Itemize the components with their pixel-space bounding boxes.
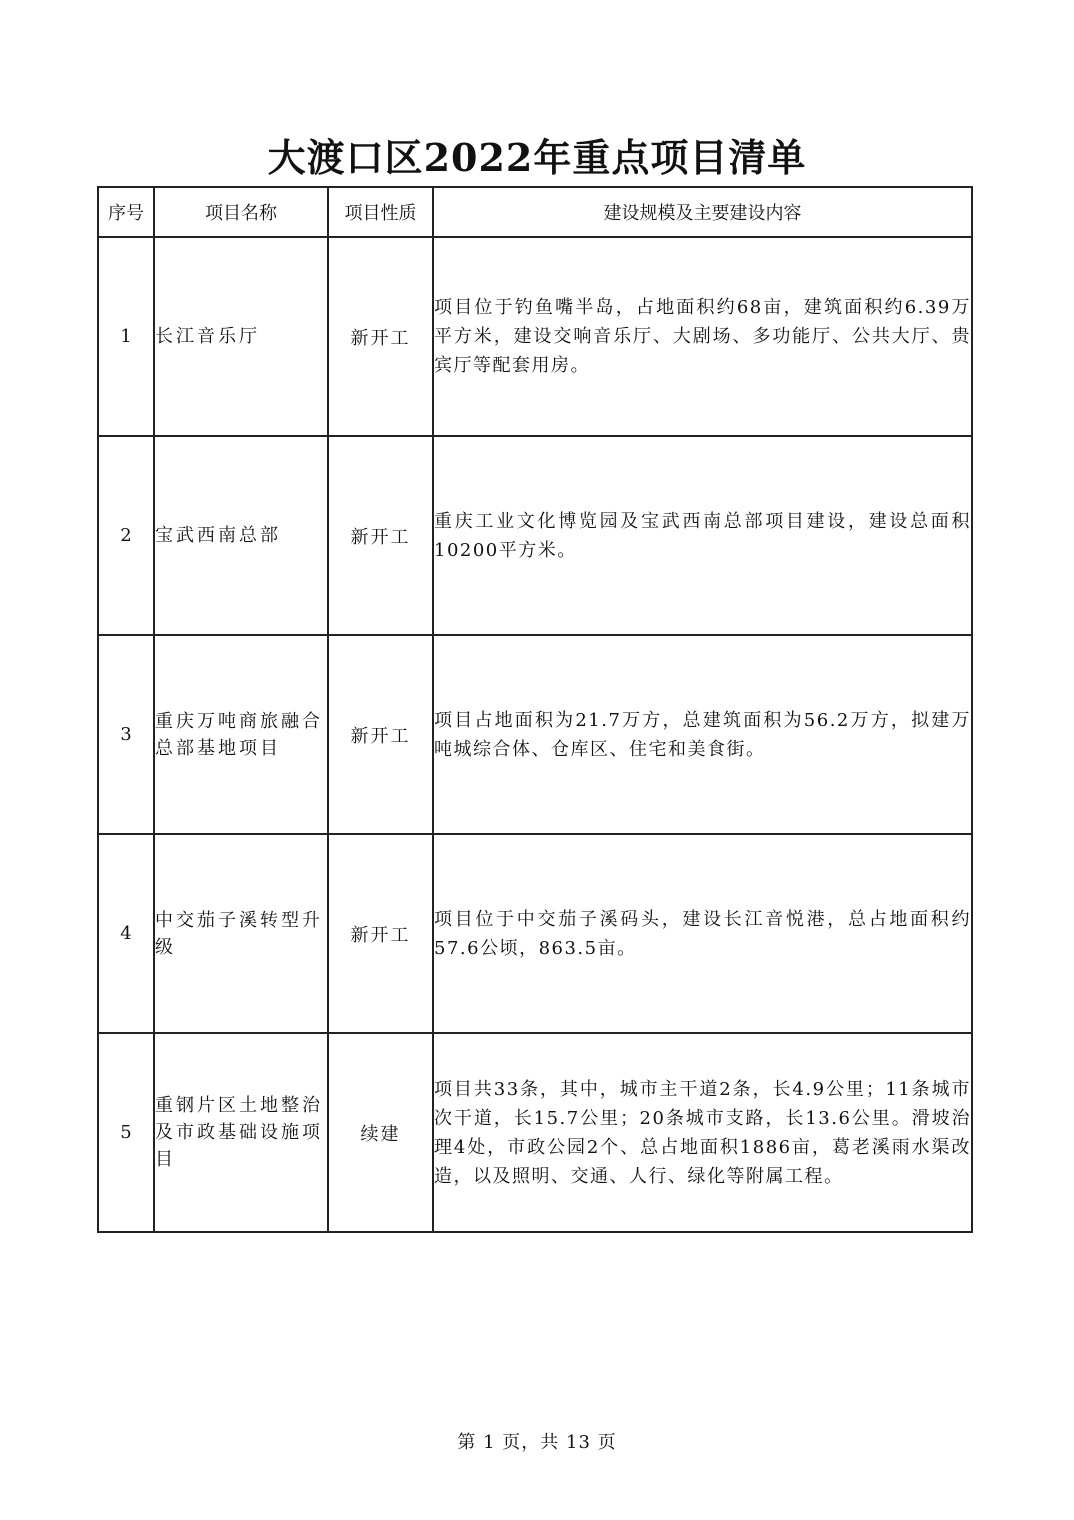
project-name: 长江音乐厅: [154, 237, 328, 436]
project-table: [97, 186, 973, 1233]
project-nature: 新开工: [328, 635, 433, 834]
project-content: 项目共33条，其中，城市主干道2条，长4.9公里；11条城市次干道，长15.7公里；20条城市支路，长13.6公里。滑坡治理4处，市政公园2个、总占地面积1886亩，葛老溪雨水渠改造，以及照明、交通、人行、绿化等附属工程。: [433, 1033, 972, 1232]
project-name: 重钢片区土地整治及市政基础设施项目: [154, 1033, 328, 1232]
table-row: [98, 635, 972, 834]
table-row: [98, 436, 972, 635]
project-name: 重庆万吨商旅融合总部基地项目: [154, 635, 328, 834]
table-row: [98, 237, 972, 436]
column-header-nature: 项目性质: [328, 187, 433, 237]
table-row: [98, 1033, 972, 1232]
column-header-index: 序号: [98, 187, 154, 237]
row-index: 2: [98, 436, 154, 635]
table-header-row: [98, 187, 972, 237]
column-header-content: 建设规模及主要建设内容: [433, 187, 972, 237]
project-nature: 新开工: [328, 834, 433, 1033]
project-nature: 续建: [328, 1033, 433, 1232]
column-header-name: 项目名称: [154, 187, 328, 237]
project-nature: 新开工: [328, 436, 433, 635]
row-index: 4: [98, 834, 154, 1033]
page-title: 大渡口区2022年重点项目清单: [267, 135, 807, 180]
project-content: 项目位于钓鱼嘴半岛，占地面积约68亩，建筑面积约6.39万平方米，建设交响音乐厅、大剧场、多功能厅、公共大厅、贵宾厅等配套用房。: [433, 237, 972, 436]
project-content: 项目位于中交茄子溪码头，建设长江音悦港，总占地面积约57.6公顷，863.5亩。: [433, 834, 972, 1033]
project-name: 中交茄子溪转型升级: [154, 834, 328, 1033]
row-index: 5: [98, 1033, 154, 1232]
table-row: [98, 834, 972, 1033]
project-name: 宝武西南总部: [154, 436, 328, 635]
row-index: 3: [98, 635, 154, 834]
project-nature: 新开工: [328, 237, 433, 436]
row-index: 1: [98, 237, 154, 436]
project-content: 项目占地面积为21.7万方，总建筑面积为56.2万方，拟建万吨城综合体、仓库区、住宅和美食街。: [433, 635, 972, 834]
page-footer: 第 1 页，共 13 页: [457, 1432, 617, 1453]
project-content: 重庆工业文化博览园及宝武西南总部项目建设，建设总面积10200平方米。: [433, 436, 972, 635]
